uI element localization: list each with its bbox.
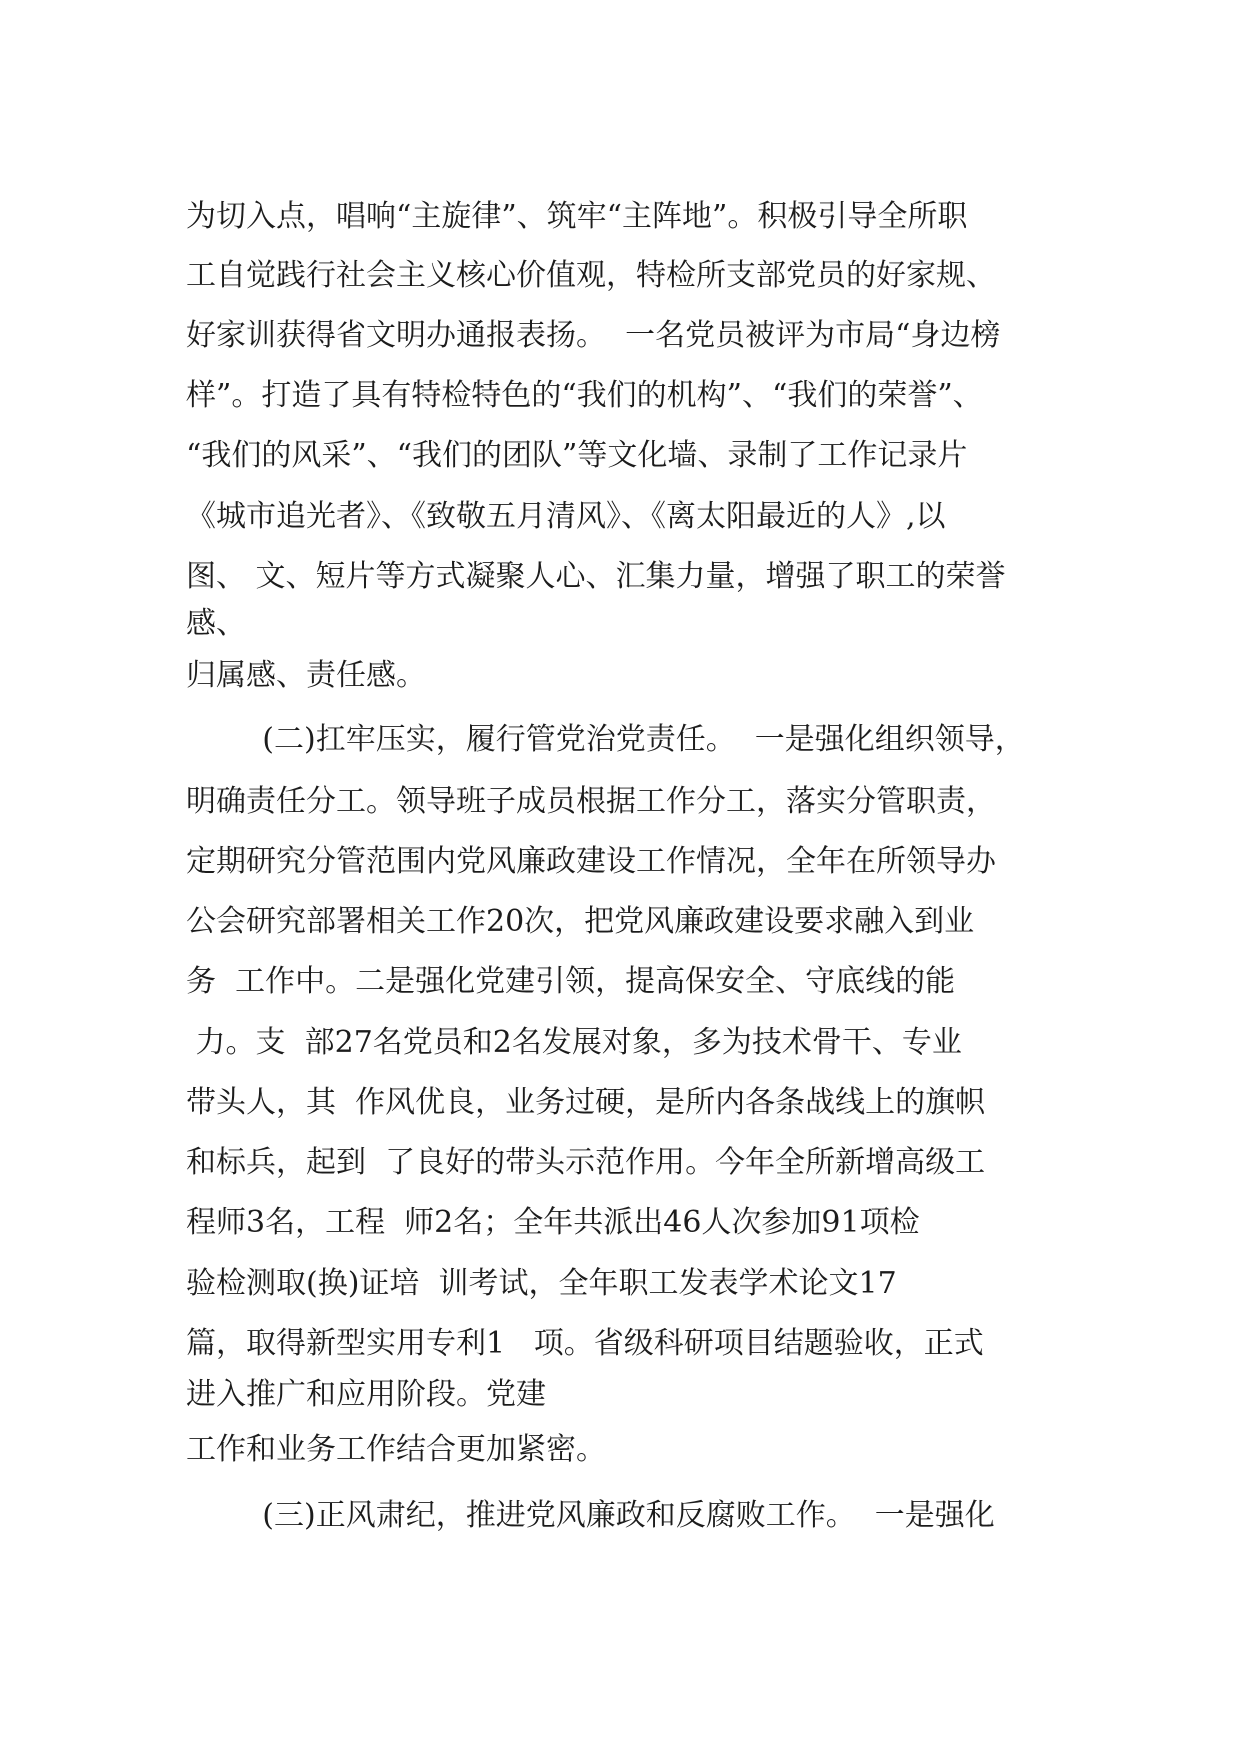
section-heading-line: (二)扛牢压实，履行管党治党责任。 一是强化组织领导， <box>186 722 1025 757</box>
body-text-line: 定期研究分管范围内党风廉政建设工作情况，全年在所领导办 <box>186 844 996 879</box>
body-text-line: 务 工作中。二是强化党建引领，提高保安全、守底线的能 <box>186 964 956 999</box>
body-text-line: 验检测取(换)证培 训考试，全年职工发表学术论文17 <box>186 1266 897 1301</box>
body-text-line: 图、 文、短片等方式凝聚人心、汇集力量，增强了职工的荣誉 <box>186 559 1006 594</box>
body-text-line: 为切入点，唱响“主旋律”、筑牢“主阵地”。积极引导全所职 <box>186 199 968 234</box>
body-text-line: 归属感、责任感。 <box>186 658 426 693</box>
body-text-line: 明确责任分工。领导班子成员根据工作分工，落实分管职责， <box>186 784 996 819</box>
body-text-line: 力。支 部27名党员和2名发展对象，多为技术骨干、专业 <box>186 1025 962 1060</box>
body-text-line: 感、 <box>186 606 246 641</box>
body-text-line: 篇，取得新型实用专利1 项。省级科研项目结题验收，正式 <box>186 1326 984 1361</box>
body-text-line: 好家训获得省文明办通报表扬。 一名党员被评为市局“身边榜 <box>186 318 1001 353</box>
section-heading-line: (三)正风肃纪，推进党风廉政和反腐败工作。 一是强化 <box>186 1498 995 1533</box>
body-text-line: 样”。打造了具有特检特色的“我们的机构”、“我们的荣誉”、 <box>186 378 983 413</box>
body-text-line: 进入推广和应用阶段。党建 <box>186 1377 546 1412</box>
body-text-line: “我们的风采”、“我们的团队”等文化墙、录制了工作记录片 <box>186 438 968 473</box>
body-text-line: 公会研究部署相关工作20次，把党风廉政建设要求融入到业 <box>186 904 975 939</box>
body-text-line: 工作和业务工作结合更加紧密。 <box>186 1432 606 1467</box>
body-text-line: 程师3名，工程 师2名；全年共派出46人次参加91项检 <box>186 1205 920 1240</box>
body-text-line: 工自觉践行社会主义核心价值观，特检所支部党员的好家规、 <box>186 258 996 293</box>
body-text-line: 带头人，其 作风优良，业务过硬，是所内各条战线上的旗帜 <box>186 1085 986 1120</box>
body-text-line: 《城市追光者》、《致敬五月清风》、《离太阳最近的人》,以 <box>186 499 946 534</box>
body-text-line: 和标兵，起到 了良好的带头示范作用。今年全所新增高级工 <box>186 1145 986 1180</box>
